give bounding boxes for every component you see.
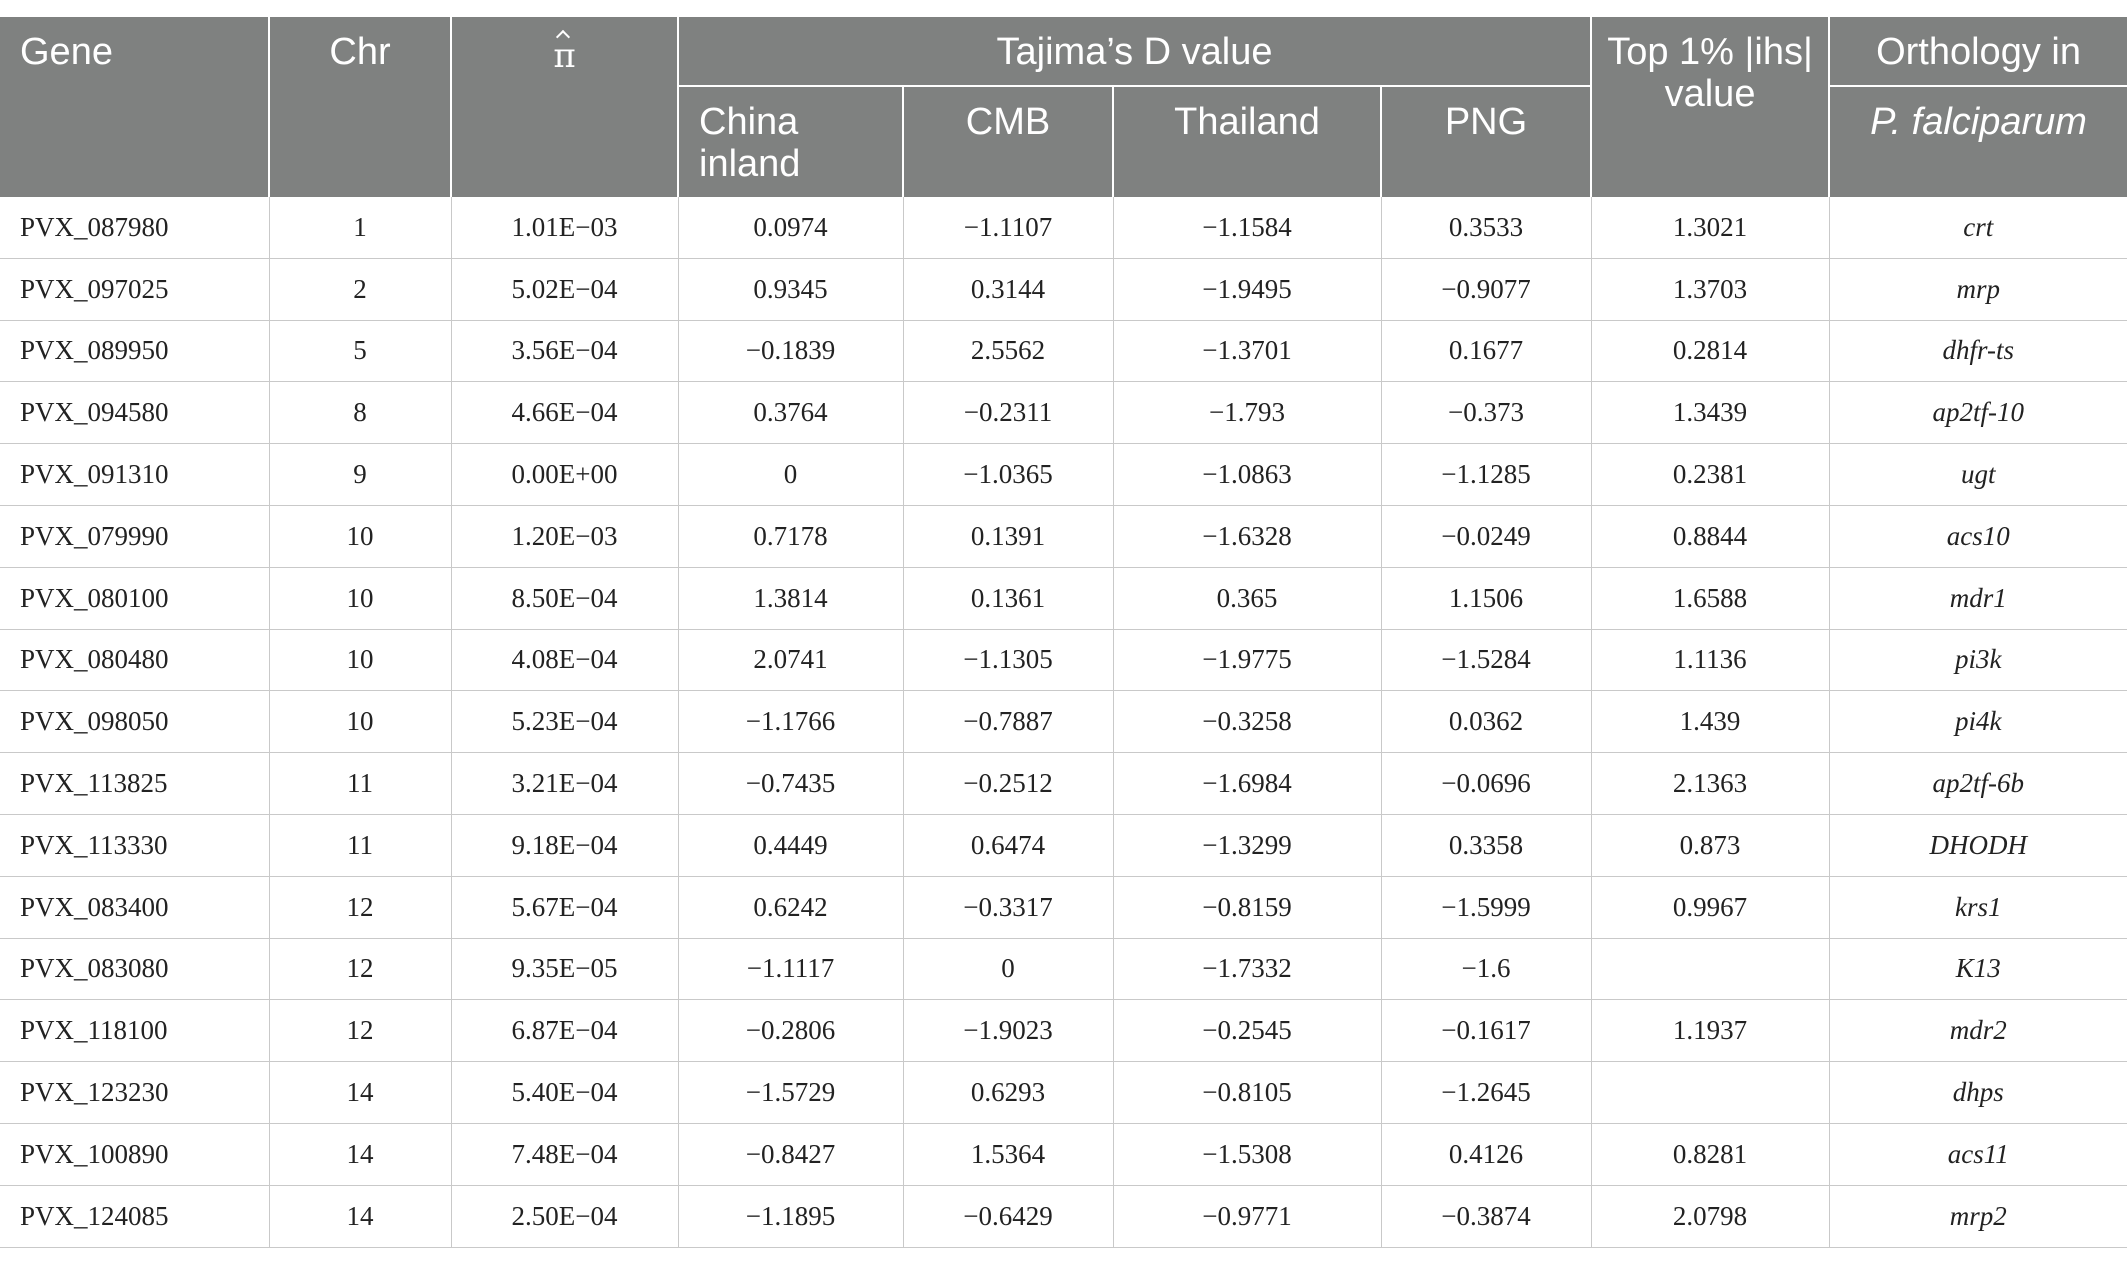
- cell-cmb: 0.1391: [903, 505, 1113, 567]
- table-header: [0, 17, 2127, 197]
- table-row: [0, 1185, 2127, 1247]
- cell-chr: 8: [269, 382, 451, 444]
- cell-thailand: −0.3258: [1113, 691, 1381, 753]
- cell-pi: 6.87E−04: [451, 1000, 678, 1062]
- cell-top-ihs: 0.873: [1591, 814, 1829, 876]
- cell-chr: 2: [269, 258, 451, 320]
- cell-pi: 2.50E−04: [451, 1185, 678, 1247]
- cell-top-ihs: 1.3021: [1591, 197, 1829, 258]
- header-tajima-group: Tajima’s D value: [678, 17, 1591, 86]
- cell-thailand: −0.8159: [1113, 876, 1381, 938]
- cell-gene: PVX_113825: [0, 753, 269, 815]
- cell-pi: 9.18E−04: [451, 814, 678, 876]
- cell-china-inland: −1.1117: [678, 938, 903, 1000]
- cell-gene: PVX_091310: [0, 444, 269, 506]
- cell-cmb: −0.7887: [903, 691, 1113, 753]
- cell-pi: 0.00E+00: [451, 444, 678, 506]
- cell-png: −0.3874: [1381, 1185, 1591, 1247]
- cell-chr: 10: [269, 567, 451, 629]
- cell-china-inland: 2.0741: [678, 629, 903, 691]
- cell-cmb: 0.1361: [903, 567, 1113, 629]
- table-row: [0, 629, 2127, 691]
- cell-china-inland: −0.2806: [678, 1000, 903, 1062]
- cell-gene: PVX_100890: [0, 1123, 269, 1185]
- cell-png: −0.0249: [1381, 505, 1591, 567]
- cell-orthology: pi3k: [1829, 629, 2127, 691]
- cell-cmb: 0: [903, 938, 1113, 1000]
- cell-chr: 10: [269, 629, 451, 691]
- cell-png: −1.1285: [1381, 444, 1591, 506]
- cell-top-ihs: 0.2814: [1591, 320, 1829, 382]
- header-china-inland: China inland: [678, 86, 903, 197]
- cell-top-ihs: 1.439: [1591, 691, 1829, 753]
- cell-china-inland: 0.0974: [678, 197, 903, 258]
- cell-top-ihs: 1.3439: [1591, 382, 1829, 444]
- cell-gene: PVX_113330: [0, 814, 269, 876]
- cell-china-inland: 0.4449: [678, 814, 903, 876]
- cell-gene: PVX_123230: [0, 1062, 269, 1124]
- table-body: [0, 197, 2127, 1247]
- cell-gene: PVX_094580: [0, 382, 269, 444]
- header-chr: Chr: [269, 17, 451, 197]
- cell-orthology: mdr2: [1829, 1000, 2127, 1062]
- cell-top-ihs: [1591, 1062, 1829, 1124]
- table-row: [0, 567, 2127, 629]
- cell-pi: 7.48E−04: [451, 1123, 678, 1185]
- cell-chr: 10: [269, 691, 451, 753]
- cell-thailand: −1.9775: [1113, 629, 1381, 691]
- cell-gene: PVX_098050: [0, 691, 269, 753]
- cell-orthology: dhfr-ts: [1829, 320, 2127, 382]
- cell-png: 1.1506: [1381, 567, 1591, 629]
- header-cmb: CMB: [903, 86, 1113, 197]
- cell-chr: 10: [269, 505, 451, 567]
- header-gene: Gene: [0, 17, 269, 197]
- cell-orthology: K13: [1829, 938, 2127, 1000]
- table-row: [0, 1062, 2127, 1124]
- cell-chr: 11: [269, 753, 451, 815]
- cell-gene: PVX_079990: [0, 505, 269, 567]
- cell-png: −0.1617: [1381, 1000, 1591, 1062]
- cell-gene: PVX_118100: [0, 1000, 269, 1062]
- header-thailand: Thailand: [1113, 86, 1381, 197]
- cell-thailand: −0.2545: [1113, 1000, 1381, 1062]
- cell-png: −1.6: [1381, 938, 1591, 1000]
- cell-thailand: −1.6328: [1113, 505, 1381, 567]
- cell-top-ihs: 0.9967: [1591, 876, 1829, 938]
- cell-thailand: −1.1584: [1113, 197, 1381, 258]
- cell-thailand: −1.7332: [1113, 938, 1381, 1000]
- cell-png: 0.0362: [1381, 691, 1591, 753]
- cell-pi: 3.21E−04: [451, 753, 678, 815]
- cell-orthology: ugt: [1829, 444, 2127, 506]
- header-species: P. falciparum: [1829, 86, 2127, 197]
- cell-chr: 12: [269, 876, 451, 938]
- cell-china-inland: 0.3764: [678, 382, 903, 444]
- cell-png: −1.5999: [1381, 876, 1591, 938]
- header-pi-symbol: π: [553, 36, 576, 76]
- cell-orthology: dhps: [1829, 1062, 2127, 1124]
- cell-thailand: −1.3701: [1113, 320, 1381, 382]
- cell-cmb: −1.0365: [903, 444, 1113, 506]
- cell-top-ihs: 1.1136: [1591, 629, 1829, 691]
- cell-china-inland: −1.1766: [678, 691, 903, 753]
- cell-pi: 5.67E−04: [451, 876, 678, 938]
- cell-thailand: −1.3299: [1113, 814, 1381, 876]
- gene-statistics-table: [0, 17, 2127, 1248]
- cell-top-ihs: 0.8844: [1591, 505, 1829, 567]
- cell-thailand: 0.365: [1113, 567, 1381, 629]
- cell-top-ihs: 0.8281: [1591, 1123, 1829, 1185]
- cell-pi: 1.20E−03: [451, 505, 678, 567]
- cell-china-inland: 0.6242: [678, 876, 903, 938]
- cell-chr: 14: [269, 1062, 451, 1124]
- table-row: [0, 320, 2127, 382]
- cell-png: −0.9077: [1381, 258, 1591, 320]
- cell-top-ihs: 2.1363: [1591, 753, 1829, 815]
- cell-orthology: mrp2: [1829, 1185, 2127, 1247]
- cell-thailand: −1.5308: [1113, 1123, 1381, 1185]
- cell-png: −1.5284: [1381, 629, 1591, 691]
- cell-orthology: ap2tf-6b: [1829, 753, 2127, 815]
- cell-pi: 4.08E−04: [451, 629, 678, 691]
- cell-thailand: −1.0863: [1113, 444, 1381, 506]
- cell-gene: PVX_080480: [0, 629, 269, 691]
- header-png: PNG: [1381, 86, 1591, 197]
- table-container: [0, 17, 2127, 1248]
- cell-china-inland: 0.7178: [678, 505, 903, 567]
- cell-cmb: 2.5562: [903, 320, 1113, 382]
- table-row: [0, 1000, 2127, 1062]
- cell-chr: 14: [269, 1123, 451, 1185]
- cell-pi: 3.56E−04: [451, 320, 678, 382]
- cell-pi: 4.66E−04: [451, 382, 678, 444]
- cell-gene: PVX_083400: [0, 876, 269, 938]
- cell-cmb: −0.2512: [903, 753, 1113, 815]
- cell-chr: 1: [269, 197, 451, 258]
- cell-png: 0.1677: [1381, 320, 1591, 382]
- cell-cmb: 1.5364: [903, 1123, 1113, 1185]
- cell-orthology: DHODH: [1829, 814, 2127, 876]
- cell-chr: 11: [269, 814, 451, 876]
- table-row: [0, 691, 2127, 753]
- cell-chr: 5: [269, 320, 451, 382]
- cell-png: −0.373: [1381, 382, 1591, 444]
- cell-pi: 1.01E−03: [451, 197, 678, 258]
- cell-china-inland: −0.7435: [678, 753, 903, 815]
- table-row: [0, 258, 2127, 320]
- table-row: [0, 938, 2127, 1000]
- cell-orthology: crt: [1829, 197, 2127, 258]
- cell-thailand: −1.9495: [1113, 258, 1381, 320]
- table-row: [0, 1123, 2127, 1185]
- cell-png: −0.0696: [1381, 753, 1591, 815]
- cell-china-inland: 0.9345: [678, 258, 903, 320]
- cell-orthology: krs1: [1829, 876, 2127, 938]
- table-row: [0, 753, 2127, 815]
- cell-chr: 12: [269, 1000, 451, 1062]
- header-orthology: Orthology in: [1829, 17, 2127, 86]
- cell-china-inland: 0: [678, 444, 903, 506]
- cell-orthology: acs10: [1829, 505, 2127, 567]
- cell-cmb: 0.3144: [903, 258, 1113, 320]
- cell-gene: PVX_087980: [0, 197, 269, 258]
- cell-cmb: −1.1107: [903, 197, 1113, 258]
- cell-pi: 5.02E−04: [451, 258, 678, 320]
- cell-top-ihs: 2.0798: [1591, 1185, 1829, 1247]
- cell-cmb: 0.6474: [903, 814, 1113, 876]
- cell-gene: PVX_083080: [0, 938, 269, 1000]
- cell-cmb: −1.9023: [903, 1000, 1113, 1062]
- table-row: [0, 444, 2127, 506]
- cell-thailand: −1.6984: [1113, 753, 1381, 815]
- cell-thailand: −0.9771: [1113, 1185, 1381, 1247]
- cell-orthology: pi4k: [1829, 691, 2127, 753]
- cell-pi: 8.50E−04: [451, 567, 678, 629]
- cell-cmb: −0.6429: [903, 1185, 1113, 1247]
- cell-png: −1.2645: [1381, 1062, 1591, 1124]
- cell-top-ihs: 1.3703: [1591, 258, 1829, 320]
- cell-pi: 5.40E−04: [451, 1062, 678, 1124]
- table-row: [0, 814, 2127, 876]
- cell-chr: 14: [269, 1185, 451, 1247]
- cell-top-ihs: 1.1937: [1591, 1000, 1829, 1062]
- cell-png: 0.3533: [1381, 197, 1591, 258]
- cell-orthology: ap2tf-10: [1829, 382, 2127, 444]
- table-row: [0, 505, 2127, 567]
- cell-chr: 9: [269, 444, 451, 506]
- table-row: [0, 876, 2127, 938]
- cell-gene: PVX_124085: [0, 1185, 269, 1247]
- header-pi: [451, 17, 678, 197]
- cell-orthology: mrp: [1829, 258, 2127, 320]
- cell-thailand: −0.8105: [1113, 1062, 1381, 1124]
- cell-gene: PVX_097025: [0, 258, 269, 320]
- cell-china-inland: −1.1895: [678, 1185, 903, 1247]
- table-row: [0, 382, 2127, 444]
- cell-orthology: mdr1: [1829, 567, 2127, 629]
- cell-china-inland: −0.8427: [678, 1123, 903, 1185]
- cell-orthology: acs11: [1829, 1123, 2127, 1185]
- cell-png: 0.3358: [1381, 814, 1591, 876]
- cell-cmb: −0.3317: [903, 876, 1113, 938]
- cell-pi: 5.23E−04: [451, 691, 678, 753]
- cell-china-inland: −0.1839: [678, 320, 903, 382]
- table-row: [0, 197, 2127, 258]
- cell-top-ihs: [1591, 938, 1829, 1000]
- cell-gene: PVX_080100: [0, 567, 269, 629]
- cell-top-ihs: 1.6588: [1591, 567, 1829, 629]
- cell-cmb: −0.2311: [903, 382, 1113, 444]
- cell-pi: 9.35E−05: [451, 938, 678, 1000]
- cell-cmb: 0.6293: [903, 1062, 1113, 1124]
- cell-png: 0.4126: [1381, 1123, 1591, 1185]
- cell-thailand: −1.793: [1113, 382, 1381, 444]
- cell-cmb: −1.1305: [903, 629, 1113, 691]
- cell-top-ihs: 0.2381: [1591, 444, 1829, 506]
- cell-china-inland: 1.3814: [678, 567, 903, 629]
- cell-chr: 12: [269, 938, 451, 1000]
- header-top-ihs: Top 1% |ihs| value: [1591, 17, 1829, 197]
- cell-china-inland: −1.5729: [678, 1062, 903, 1124]
- cell-gene: PVX_089950: [0, 320, 269, 382]
